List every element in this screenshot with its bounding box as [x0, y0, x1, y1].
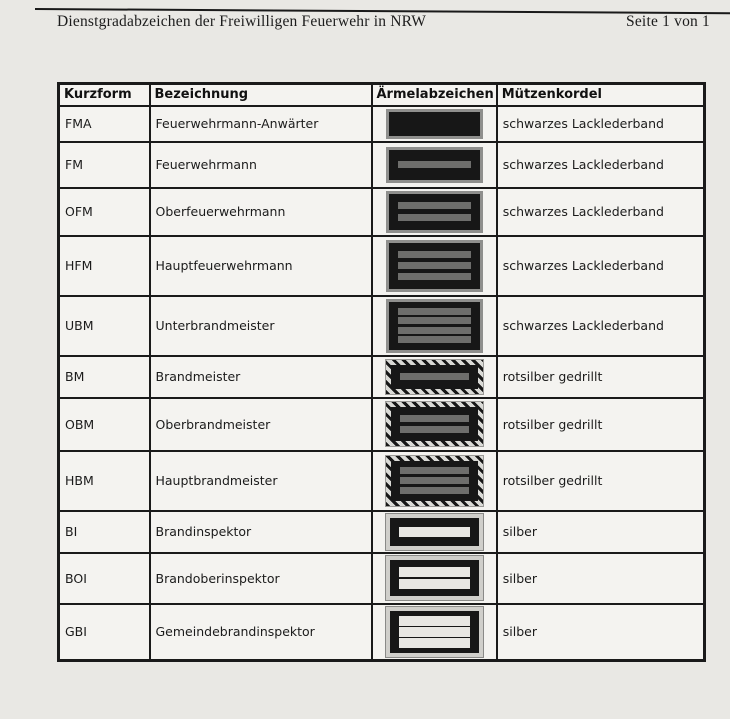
col-header-muetzenkordel: Mützenkordel — [497, 84, 705, 106]
rank-table — [57, 82, 706, 662]
sleeve-badge-field — [390, 518, 479, 546]
rank-stripe — [400, 467, 469, 474]
table-row — [59, 106, 705, 142]
rank-stripe — [398, 214, 471, 221]
page-title: Dienstgradabzeichen der Freiwilligen Feuerwehr in NRW — [57, 13, 427, 30]
aermelabzeichen-cell — [372, 604, 497, 661]
kurzform-cell: BOI — [59, 553, 150, 604]
sleeve-badge-field — [389, 150, 480, 180]
sleeve-badge-field — [389, 302, 480, 350]
aermelabzeichen-cell — [372, 188, 497, 236]
rank-stripe — [399, 567, 470, 577]
rank-stripe — [398, 262, 471, 269]
sleeve-badge-graphic — [386, 109, 483, 139]
rank-stripe — [398, 202, 471, 209]
kurzform-cell: HFM — [59, 236, 150, 296]
bezeichnung-cell: Oberbrandmeister — [150, 398, 372, 451]
sleeve-badge-graphic — [386, 360, 483, 394]
rank-stripe — [399, 527, 470, 537]
sleeve-badge-field — [390, 560, 479, 596]
table-row — [59, 553, 705, 604]
table-header-row — [59, 84, 705, 106]
rank-stripe — [400, 415, 469, 422]
table-row — [59, 296, 705, 356]
rank-stripe — [399, 627, 470, 637]
bezeichnung-cell: Gemeindebrandinspektor — [150, 604, 372, 661]
table-row — [59, 356, 705, 398]
rank-stripe — [399, 638, 470, 648]
rank-stripe — [400, 373, 469, 380]
kurzform-cell: GBI — [59, 604, 150, 661]
bezeichnung-cell: Unterbrandmeister — [150, 296, 372, 356]
bezeichnung-cell: Brandoberinspektor — [150, 553, 372, 604]
aermelabzeichen-cell — [372, 398, 497, 451]
muetzenkordel-cell: rotsilber gedrillt — [497, 356, 705, 398]
table-body — [59, 106, 705, 661]
muetzenkordel-cell: schwarzes Lacklederband — [497, 296, 705, 356]
rank-stripe — [400, 477, 469, 484]
kurzform-cell: FM — [59, 142, 150, 188]
sleeve-badge-field — [389, 243, 480, 289]
rank-stripe — [400, 487, 469, 494]
rank-stripe — [398, 161, 471, 168]
kurzform-cell: BI — [59, 511, 150, 553]
col-header-kurzform: Kurzform — [59, 84, 150, 106]
kurzform-cell: UBM — [59, 296, 150, 356]
kurzform-cell: OBM — [59, 398, 150, 451]
sleeve-badge-graphic — [386, 514, 483, 550]
bezeichnung-cell: Feuerwehrmann — [150, 142, 372, 188]
sleeve-badge-graphic — [386, 240, 483, 292]
bezeichnung-cell: Brandinspektor — [150, 511, 372, 553]
sleeve-badge-graphic — [386, 191, 483, 233]
kurzform-cell: BM — [59, 356, 150, 398]
sleeve-badge-graphic — [386, 607, 483, 657]
aermelabzeichen-cell — [372, 511, 497, 553]
rank-stripe — [398, 273, 471, 280]
aermelabzeichen-cell — [372, 106, 497, 142]
col-header-bezeichnung: Bezeichnung — [150, 84, 372, 106]
bezeichnung-cell: Oberfeuerwehrmann — [150, 188, 372, 236]
muetzenkordel-cell: schwarzes Lacklederband — [497, 106, 705, 142]
rank-stripe — [399, 616, 470, 626]
aermelabzeichen-cell — [372, 142, 497, 188]
aermelabzeichen-cell — [372, 356, 497, 398]
rank-stripe — [398, 308, 471, 315]
col-header-aermelabzeichen: Ärmelabzeichen — [372, 84, 497, 106]
sleeve-badge-graphic — [386, 402, 483, 446]
sleeve-badge-graphic — [386, 299, 483, 353]
rank-stripe — [398, 251, 471, 258]
kurzform-cell: FMA — [59, 106, 150, 142]
rank-stripe — [398, 327, 471, 334]
sleeve-badge-field — [391, 365, 478, 389]
sleeve-badge-field — [389, 194, 480, 230]
aermelabzeichen-cell — [372, 553, 497, 604]
aermelabzeichen-cell — [372, 451, 497, 511]
page-number: Seite 1 von 1 — [626, 13, 710, 30]
sleeve-badge-field — [391, 407, 478, 441]
sleeve-badge-graphic — [386, 556, 483, 600]
table-row — [59, 236, 705, 296]
muetzenkordel-cell: rotsilber gedrillt — [497, 451, 705, 511]
table-row — [59, 451, 705, 511]
kurzform-cell: HBM — [59, 451, 150, 511]
bezeichnung-cell: Brandmeister — [150, 356, 372, 398]
bezeichnung-cell: Hauptbrandmeister — [150, 451, 372, 511]
rank-stripe — [400, 426, 469, 433]
rank-stripe — [398, 317, 471, 324]
muetzenkordel-cell: silber — [497, 604, 705, 661]
muetzenkordel-cell: schwarzes Lacklederband — [497, 188, 705, 236]
muetzenkordel-cell: schwarzes Lacklederband — [497, 142, 705, 188]
muetzenkordel-cell: silber — [497, 511, 705, 553]
rank-stripe — [398, 336, 471, 343]
sleeve-badge-graphic — [386, 147, 483, 183]
rank-stripe — [399, 579, 470, 589]
aermelabzeichen-cell — [372, 296, 497, 356]
table-row — [59, 511, 705, 553]
aermelabzeichen-cell — [372, 236, 497, 296]
table-row — [59, 188, 705, 236]
page-header — [57, 13, 710, 31]
sleeve-badge-field — [391, 461, 478, 501]
bezeichnung-cell: Feuerwehrmann-Anwärter — [150, 106, 372, 142]
bezeichnung-cell: Hauptfeuerwehrmann — [150, 236, 372, 296]
kurzform-cell: OFM — [59, 188, 150, 236]
muetzenkordel-cell: silber — [497, 553, 705, 604]
muetzenkordel-cell: rotsilber gedrillt — [497, 398, 705, 451]
sleeve-badge-graphic — [386, 456, 483, 506]
table-row — [59, 142, 705, 188]
muetzenkordel-cell: schwarzes Lacklederband — [497, 236, 705, 296]
table-row — [59, 398, 705, 451]
table-row — [59, 604, 705, 661]
sleeve-badge-field — [389, 112, 480, 136]
sleeve-badge-field — [390, 611, 479, 653]
